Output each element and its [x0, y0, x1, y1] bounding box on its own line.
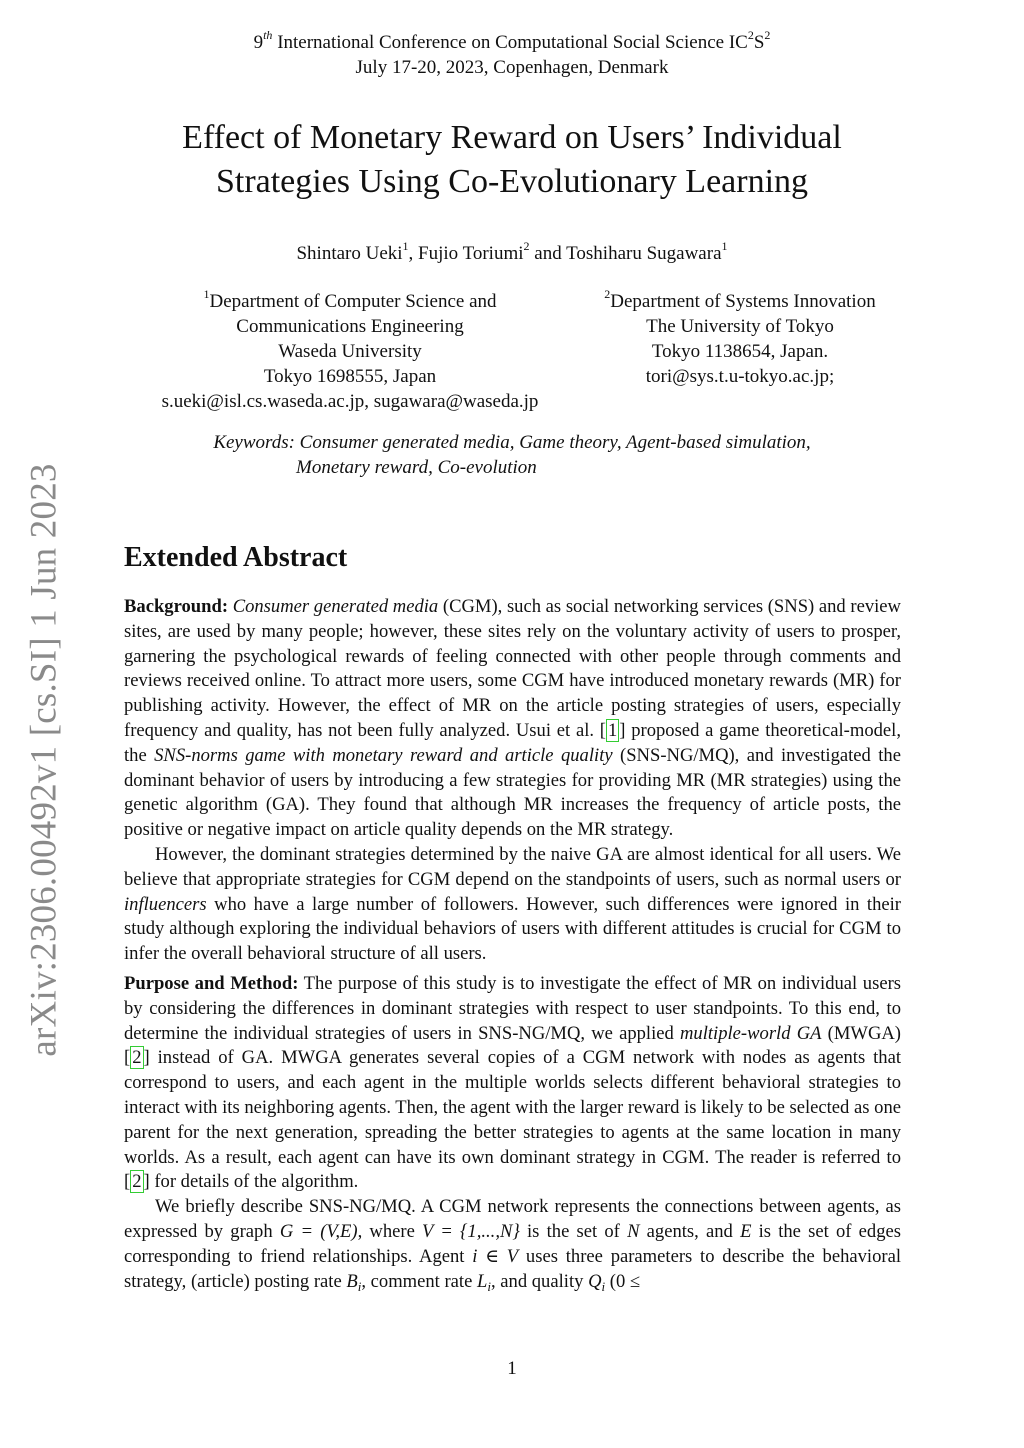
- conference-dates: July 17-20, 2023, Copenhagen, Denmark: [355, 57, 669, 78]
- affiliation-right-dept: Department of Systems Innovation: [610, 291, 876, 312]
- paper-title: [100, 116, 924, 204]
- affiliation-left-emails: s.ueki@isl.cs.waseda.ac.jp, sugawara@waseda.jp: [161, 391, 539, 412]
- author-list: [0, 238, 1024, 267]
- math-e: E: [740, 1220, 752, 1242]
- text-run: ] for details of the algorithm.: [143, 1171, 359, 1193]
- conference-number: 9: [253, 32, 264, 53]
- text-run: is the set of: [519, 1220, 628, 1242]
- conference-name: International Conference on Computational Social Science IC: [272, 32, 748, 53]
- text-run: (0 ≤: [605, 1270, 641, 1292]
- author-3: Toshiharu Sugawara: [566, 243, 722, 264]
- citation-link-2[interactable]: 2: [132, 1047, 142, 1069]
- affiliation-left-sup: 1: [203, 286, 210, 301]
- text-run: (CGM), such as social networking services (SNS) and review sites, are used by many people; however, these sites rely on the voluntary activity of users to prosper, garnering the psychological rewards of feeling connected with other people through comments and reviews received online. To attract more users, some CGM have introduced monetary rewards (MR) for publishing activity. However, the effect of MR on the article posting strategies of users, especially frequency and quality, has not been fully analyzed. Usui et al. [: [124, 596, 901, 741]
- math-q: Q: [588, 1270, 602, 1292]
- influencers-term: influencers: [124, 893, 207, 915]
- text-run: , comment rate: [361, 1270, 477, 1292]
- affiliation-left-line-1: [130, 286, 570, 314]
- citation-link-1[interactable]: 1: [607, 719, 618, 741]
- affiliation-right-line-3: Tokyo 1138654, Japan.: [651, 341, 829, 362]
- keywords: [130, 430, 894, 480]
- author-1-affil: 1: [402, 238, 409, 253]
- affiliation-right-line-2: The University of Tokyo: [646, 316, 834, 337]
- conference-name-line: [0, 27, 1024, 55]
- title-line-2: Strategies Using Co-Evolutionary Learning: [215, 163, 809, 200]
- affiliation-left-line-3: Waseda University: [278, 341, 422, 362]
- background-label: Background:: [124, 596, 229, 617]
- conference-abbr-sup1: 2: [747, 27, 754, 42]
- text-run: uses three parameters to describe the behavioral strategy, (article) posting rate: [124, 1245, 901, 1292]
- arxiv-stamp-text: arXiv:2306.00492v1 [cs.SI] 1 Jun 2023: [23, 463, 65, 1057]
- graph-equation: G = (V,E): [279, 1220, 358, 1242]
- author-sep-1: ,: [408, 243, 419, 264]
- keywords-line-1: Keywords: Consumer generated media, Game theory, Agent-based simulation,: [213, 432, 811, 453]
- math-l-sub: i: [487, 1278, 491, 1294]
- purpose-paragraph: [124, 972, 901, 1195]
- conference-abbr-sup2: 2: [764, 27, 771, 42]
- background-paragraph-2: [124, 843, 901, 967]
- conference-header: [0, 27, 1024, 80]
- author-2: Fujio Toriumi: [418, 243, 524, 264]
- text-run: , and quality: [490, 1270, 589, 1292]
- cgm-term: Consumer generated media: [232, 596, 439, 617]
- math-i-in-v: i ∈ V: [472, 1245, 519, 1267]
- game-term: SNS-norms game with monetary reward and article quality: [154, 744, 613, 766]
- text-run: ] proposed a game theoretical-model, the: [124, 719, 901, 766]
- text-run: is the set of edges corresponding to friend relationships. Agent: [124, 1220, 901, 1267]
- affiliation-left-line-2: Communications Engineering: [236, 316, 464, 337]
- text-run: However, the dominant strategies determined by the naive GA are almost identical for all users. We believe that appropriate strategies for CGM depend on the standpoints of users, such as normal users or: [124, 843, 901, 890]
- text-run: (SNS-NG/MQ), and investigated the dominant behavior of users by introducing a few strategies for providing MR (MR strategies) using the genetic algorithm (GA). They found that although MR increases the frequency of article posts, the positive or negative impact on article quality depends on the MR strategy.: [124, 744, 901, 841]
- mwga-term: multiple-world GA: [679, 1022, 822, 1044]
- math-b: B: [346, 1270, 358, 1292]
- affiliation-left-dept: Department of Computer Science and: [209, 291, 497, 312]
- conference-ordinal: th: [263, 27, 273, 42]
- math-l: L: [477, 1270, 488, 1292]
- math-b-sub: i: [357, 1278, 362, 1294]
- affiliation-right-line-1: [555, 286, 925, 314]
- conference-abbr-mid: S: [753, 32, 765, 53]
- affiliation-right-email: tori@sys.t.u-tokyo.ac.jp;: [645, 366, 835, 387]
- affiliation-tokyo: [555, 286, 925, 389]
- text-run: , where: [357, 1220, 423, 1242]
- math-n: N: [627, 1220, 640, 1242]
- math-q-sub: i: [601, 1278, 606, 1294]
- text-run: (MWGA) [: [124, 1022, 901, 1069]
- description-paragraph: [124, 1195, 901, 1294]
- text-run: agents, and: [639, 1220, 741, 1242]
- affiliation-waseda: [130, 286, 570, 414]
- section-heading: Extended Abstract: [124, 542, 348, 573]
- text-run: who have a large number of followers. However, such differences were ignored in their study although exploring the individual behaviors of users with different attitudes is crucial for CGM to infer the overall behavioral structure of all users.: [124, 893, 901, 965]
- text-run: The purpose of this study is to investigate the effect of MR on individual users by considering the differences in dominant strategies with respect to user standpoints. To this end, to determine the individual strategies of users in SNS-NG/MQ, we applied: [124, 972, 901, 1044]
- author-1: Shintaro Ueki: [296, 243, 403, 264]
- background-paragraph: [124, 595, 901, 843]
- text-run: ] instead of GA. MWGA generates several copies of a CGM network with nodes as agents that correspond to users, and each agent in the multiple worlds selects different behavioral strategies to interact with its neighboring agents. Then, the agent with the larger reward is likely to be selected as one parent for the next generation, spreading the better strategies to agents at the same location in many worlds. As a result, each agent can have its own dominant strategy in CGM. The reader is referred to [: [124, 1047, 901, 1193]
- citation-link-3[interactable]: 2: [132, 1171, 142, 1193]
- author-3-affil: 1: [721, 238, 728, 253]
- purpose-label: Purpose and Method:: [124, 972, 299, 994]
- vertex-set-equation: V = {1,...,N}: [422, 1220, 520, 1242]
- keywords-line-2: Monetary reward, Co-evolution: [296, 457, 537, 478]
- text-run: We briefly describe SNS-NG/MQ. A CGM network represents the connections between agents, as expressed by graph: [124, 1196, 901, 1242]
- author-2-affil: 2: [523, 238, 530, 253]
- abstract-body: [124, 595, 901, 1294]
- author-sep-2: and: [529, 243, 567, 264]
- title-line-1: Effect of Monetary Reward on Users’ Individual: [182, 119, 842, 156]
- affiliation-right-sup: 2: [604, 286, 611, 301]
- page-number: 1: [507, 1358, 517, 1379]
- affiliation-left-line-4: Tokyo 1698555, Japan: [263, 366, 437, 387]
